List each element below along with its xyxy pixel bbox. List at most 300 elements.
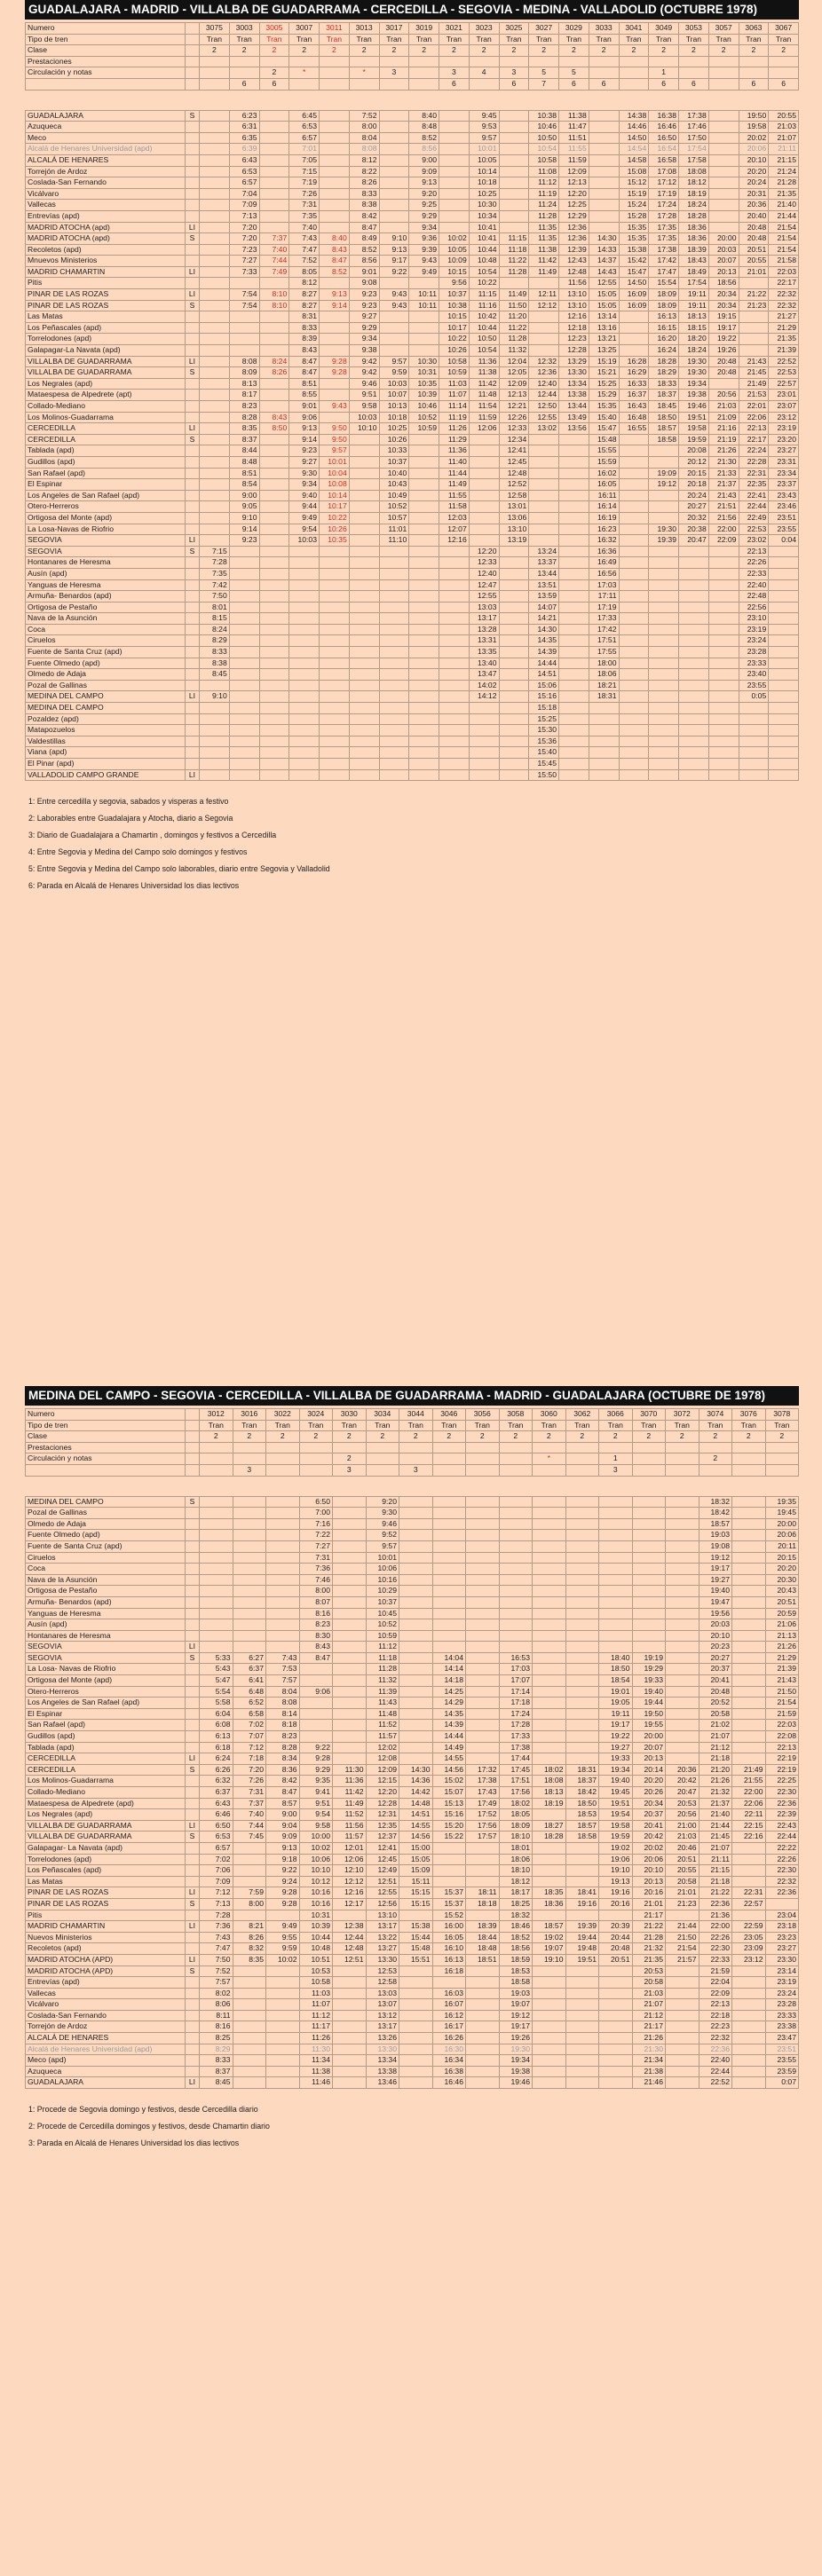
time-cell: 14:30 [529, 624, 559, 635]
time-cell [439, 680, 470, 691]
time-cell: 19:17 [499, 2021, 533, 2033]
time-cell [320, 736, 350, 747]
time-cell: 15:35 [589, 401, 619, 413]
time-cell: 19:07 [499, 1999, 533, 2011]
time-cell: 8:04 [349, 132, 379, 144]
time-cell: 21:18 [699, 1753, 732, 1765]
time-cell: 8:55 [289, 390, 320, 401]
time-cell [666, 1910, 699, 1921]
time-cell: 10:44 [469, 244, 499, 256]
time-cell: 22:53 [769, 367, 799, 379]
time-cell: 19:51 [565, 1954, 599, 1965]
time-cell: 8:43 [320, 244, 350, 256]
time-cell: 18:31 [565, 1764, 599, 1776]
time-cell [333, 1731, 367, 1743]
time-cell: 8:42 [349, 210, 379, 222]
time-cell: 8:14 [266, 1708, 300, 1720]
time-cell: 10:41 [469, 233, 499, 245]
arrival-departure-marker [186, 1596, 200, 1608]
time-cell: 10:16 [299, 1898, 333, 1910]
time-cell: 10:06 [299, 1854, 333, 1865]
train-number: 3017 [379, 23, 409, 35]
time-cell [559, 434, 589, 445]
station-name: Viana (apd) [26, 747, 186, 759]
time-cell: 13:30 [559, 367, 589, 379]
time-cell [333, 2044, 367, 2055]
time-cell: 8:01 [200, 602, 230, 613]
station-row [26, 378, 799, 390]
time-cell [266, 2021, 300, 2033]
note-ref [409, 78, 439, 90]
time-cell [320, 311, 350, 323]
note-ref [699, 1464, 732, 1476]
time-cell [259, 200, 289, 211]
time-cell [200, 122, 230, 133]
footnote: 4: Entre Segovia y Medina del Campo solo domingos y festivos [28, 847, 248, 857]
time-cell: 15:02 [432, 1776, 466, 1787]
time-cell [233, 1508, 266, 1519]
time-cell: 13:10 [499, 524, 529, 535]
time-cell: 12:12 [529, 300, 559, 311]
time-cell [289, 647, 320, 658]
time-cell: 12:28 [366, 1798, 399, 1809]
time-cell [559, 759, 589, 770]
time-cell: 9:28 [266, 1887, 300, 1899]
time-cell: 10:34 [469, 210, 499, 222]
time-cell [379, 166, 409, 177]
header-label: Circulación y notas [26, 67, 186, 79]
time-cell: 23:10 [739, 613, 769, 625]
time-cell: 15:47 [619, 266, 649, 278]
arrival-departure-marker [186, 1518, 200, 1530]
time-cell [266, 1642, 300, 1653]
time-cell [259, 132, 289, 144]
time-cell [289, 546, 320, 557]
train-class: 2 [739, 45, 769, 57]
time-cell: 21:02 [699, 1720, 732, 1731]
train-number: 3046 [432, 1409, 466, 1421]
time-cell [259, 769, 289, 781]
time-cell [565, 1608, 599, 1619]
time-cell: 10:01 [366, 1552, 399, 1564]
time-cell [499, 546, 529, 557]
time-cell [299, 1731, 333, 1743]
arrival-departure-marker [186, 591, 200, 603]
time-cell [349, 759, 379, 770]
station-row [26, 579, 799, 591]
time-cell [333, 1664, 367, 1675]
time-cell [289, 669, 320, 681]
time-cell: 20:55 [739, 256, 769, 267]
train-class: 2 [439, 45, 470, 57]
time-cell [200, 501, 230, 513]
time-cell [739, 278, 769, 289]
time-cell [200, 535, 230, 547]
time-cell [259, 635, 289, 647]
time-cell [739, 322, 769, 334]
time-cell: 10:37 [379, 456, 409, 468]
time-cell: 22:28 [739, 456, 769, 468]
time-cell: 21:03 [632, 1988, 666, 1999]
time-cell [599, 2055, 633, 2067]
time-cell [732, 1999, 766, 2011]
time-cell: 12:10 [333, 1865, 367, 1877]
time-cell [559, 669, 589, 681]
time-cell: 8:48 [409, 122, 439, 133]
time-cell: 9:43 [409, 256, 439, 267]
time-cell: 20:48 [699, 1686, 732, 1698]
station-name: Yanguas de Heresma [26, 1608, 186, 1619]
station-row [26, 1496, 799, 1508]
time-cell: 20:36 [739, 200, 769, 211]
time-cell [409, 456, 439, 468]
time-cell: 10:11 [409, 300, 439, 311]
train-services [233, 1442, 266, 1453]
time-cell: 15:19 [619, 188, 649, 200]
time-cell: 7:07 [233, 1731, 266, 1743]
time-cell [233, 2033, 266, 2044]
time-cell: 23:43 [769, 490, 799, 501]
time-cell: 23:09 [732, 1943, 766, 1955]
time-cell: 19:10 [533, 1954, 566, 1965]
time-cell [732, 2055, 766, 2067]
time-cell [289, 591, 320, 603]
time-cell [439, 713, 470, 725]
time-cell [259, 736, 289, 747]
time-cell [619, 568, 649, 579]
time-cell: 11:36 [439, 445, 470, 457]
time-cell: 18:25 [499, 1898, 533, 1910]
time-cell: 19:29 [632, 1664, 666, 1675]
time-cell: 9:22 [299, 1742, 333, 1753]
time-cell: 23:01 [769, 390, 799, 401]
time-cell [499, 613, 529, 625]
time-cell: 21:20 [699, 1764, 732, 1776]
time-cell [349, 591, 379, 603]
time-cell: 20:42 [666, 1776, 699, 1787]
time-cell [409, 759, 439, 770]
time-cell: 11:52 [366, 1720, 399, 1731]
time-cell: 18:40 [599, 1652, 633, 1664]
station-name: ALCALÁ DE HENARES [26, 154, 186, 166]
arrival-departure-marker [186, 1686, 200, 1698]
time-cell [320, 546, 350, 557]
time-cell [589, 188, 619, 200]
time-cell: 19:44 [565, 1932, 599, 1943]
station-row [26, 1708, 799, 1720]
time-cell [399, 1574, 433, 1586]
time-cell [499, 1586, 533, 1597]
time-cell: 10:29 [366, 1586, 399, 1597]
time-cell [200, 769, 230, 781]
time-cell [333, 1608, 367, 1619]
time-cell: 12:09 [366, 1764, 399, 1776]
time-cell: 16:14 [589, 501, 619, 513]
time-cell [708, 200, 739, 211]
time-cell [266, 1530, 300, 1541]
time-cell [333, 1596, 367, 1608]
time-cell [499, 110, 529, 122]
time-cell: 11:54 [469, 401, 499, 413]
time-cell: 6:41 [233, 1675, 266, 1687]
time-cell: 21:13 [765, 1630, 799, 1642]
time-cell [200, 1540, 233, 1552]
special-note-icon: * [349, 67, 379, 79]
time-cell: 13:46 [366, 2077, 399, 2089]
time-cell [708, 759, 739, 770]
time-cell [732, 1965, 766, 1977]
arrival-departure-marker: LI [186, 535, 200, 547]
time-cell: 18:18 [466, 1898, 500, 1910]
time-cell: 19:26 [499, 2033, 533, 2044]
time-cell [466, 1708, 500, 1720]
time-cell [409, 311, 439, 323]
time-cell: 21:15 [699, 1865, 732, 1877]
time-cell: 12:33 [499, 423, 529, 435]
time-cell: 8:33 [289, 322, 320, 334]
time-cell [599, 2066, 633, 2077]
arrival-departure-marker: LI [186, 266, 200, 278]
time-cell [233, 1630, 266, 1642]
time-cell [320, 154, 350, 166]
time-cell: 20:03 [708, 244, 739, 256]
station-row [26, 546, 799, 557]
time-cell [559, 602, 589, 613]
time-cell: 13:25 [589, 345, 619, 357]
marker-cell [186, 1409, 200, 1421]
time-cell: 15:06 [529, 680, 559, 691]
station-row [26, 1574, 799, 1586]
time-cell: 18:28 [679, 210, 709, 222]
time-cell: 15:37 [432, 1887, 466, 1899]
time-cell: 14:43 [589, 266, 619, 278]
time-cell [320, 579, 350, 591]
time-cell: 5:33 [200, 1652, 233, 1664]
time-cell: 8:28 [266, 1742, 300, 1753]
time-cell [439, 568, 470, 579]
time-cell [666, 1675, 699, 1687]
time-cell [529, 524, 559, 535]
time-cell: 14:30 [589, 233, 619, 245]
time-cell [399, 1530, 433, 1541]
time-cell: 23:12 [732, 1954, 766, 1965]
time-cell: 20:48 [739, 233, 769, 245]
time-cell [559, 501, 589, 513]
time-cell [769, 546, 799, 557]
timetable-grid [25, 1408, 799, 2089]
time-cell: 11:50 [499, 300, 529, 311]
time-cell: 11:48 [469, 390, 499, 401]
time-cell: 17:24 [499, 1708, 533, 1720]
time-cell: 7:20 [229, 222, 259, 233]
station-row [26, 2033, 799, 2044]
time-cell: 7:57 [266, 1675, 300, 1687]
time-cell: 19:33 [632, 1675, 666, 1687]
time-cell: 9:49 [266, 1921, 300, 1933]
station-row [26, 188, 799, 200]
time-cell [499, 144, 529, 155]
note-ref: 1 [649, 67, 679, 79]
time-cell: 14:14 [432, 1664, 466, 1675]
time-cell [349, 524, 379, 535]
time-cell [399, 1496, 433, 1508]
note-ref: 6 [649, 78, 679, 90]
time-cell [499, 557, 529, 569]
time-cell [589, 110, 619, 122]
time-cell [266, 1999, 300, 2011]
time-cell: 18:06 [499, 1854, 533, 1865]
time-cell [439, 546, 470, 557]
time-cell [466, 1574, 500, 1586]
time-cell: 15:22 [432, 1832, 466, 1843]
time-cell [565, 1720, 599, 1731]
row-clase [26, 45, 799, 57]
time-cell [732, 1652, 766, 1664]
station-name: Fuente Olmedo (apd) [26, 1530, 186, 1541]
time-cell: 9:43 [320, 401, 350, 413]
time-cell [466, 2066, 500, 2077]
time-cell: 11:34 [299, 2055, 333, 2067]
time-cell: 18:02 [533, 1764, 566, 1776]
train-services [289, 56, 320, 67]
note-ref: 6 [679, 78, 709, 90]
time-cell [259, 546, 289, 557]
station-row [26, 535, 799, 547]
station-name: Coslada-San Fernando [26, 177, 186, 189]
time-cell [200, 479, 230, 491]
time-cell: 13:59 [529, 591, 559, 603]
time-cell [259, 110, 289, 122]
time-cell [466, 1586, 500, 1597]
time-cell [466, 1731, 500, 1743]
time-cell: 7:50 [200, 1954, 233, 1965]
station-row [26, 1854, 799, 1865]
time-cell: 21:43 [708, 490, 739, 501]
note-ref [266, 1464, 300, 1476]
time-cell: 9:52 [366, 1530, 399, 1541]
time-cell: 17:07 [499, 1675, 533, 1687]
time-cell: 14:44 [529, 658, 559, 669]
train-type: Tran [229, 34, 259, 45]
time-cell [399, 1720, 433, 1731]
time-cell: 12:48 [499, 468, 529, 479]
time-cell: 7:35 [200, 568, 230, 579]
time-cell: 21:11 [699, 1854, 732, 1865]
arrival-departure-marker [186, 635, 200, 647]
time-cell: 20:15 [765, 1552, 799, 1564]
time-cell [732, 1530, 766, 1541]
time-cell [399, 1731, 433, 1743]
time-cell: 7:02 [200, 1854, 233, 1865]
station-name: VILLALBA DE GUADARRAMA [26, 356, 186, 367]
train-services [765, 1442, 799, 1453]
time-cell [349, 713, 379, 725]
time-cell: 9:34 [349, 334, 379, 345]
time-cell: 9:57 [366, 1540, 399, 1552]
time-cell: 10:39 [409, 390, 439, 401]
time-cell [732, 1910, 766, 1921]
time-cell: 17:38 [649, 244, 679, 256]
time-cell: 23:19 [765, 1977, 799, 1989]
time-cell: 8:23 [299, 1619, 333, 1631]
time-cell: 20:06 [765, 1530, 799, 1541]
time-cell: 7:27 [229, 256, 259, 267]
station-name: MADRID CHAMARTIN [26, 266, 186, 278]
time-cell [533, 2066, 566, 2077]
time-cell: 18:39 [466, 1921, 500, 1933]
time-cell [599, 1508, 633, 1519]
time-cell: 7:46 [299, 1574, 333, 1586]
arrival-departure-marker [186, 1988, 200, 1999]
station-row [26, 289, 799, 301]
time-cell: 22:06 [732, 1798, 766, 1809]
time-cell: 11:35 [529, 233, 559, 245]
time-cell [379, 769, 409, 781]
arrival-departure-marker: S [186, 1764, 200, 1776]
time-cell: 10:22 [320, 512, 350, 524]
time-cell [259, 479, 289, 491]
time-cell: 20:37 [632, 1809, 666, 1821]
note-ref: 7 [529, 78, 559, 90]
time-cell [632, 1564, 666, 1575]
train-services [333, 1442, 367, 1453]
time-cell: 20:10 [632, 1865, 666, 1877]
time-cell: 11:29 [439, 434, 470, 445]
time-cell [666, 1753, 699, 1765]
time-cell: 19:59 [679, 434, 709, 445]
time-cell: 8:29 [200, 2044, 233, 2055]
time-cell: 9:06 [299, 1686, 333, 1698]
time-cell: 21:01 [632, 1898, 666, 1910]
time-cell: 10:41 [469, 222, 499, 233]
time-cell [320, 322, 350, 334]
time-cell [333, 1496, 367, 1508]
time-cell [200, 1496, 233, 1508]
station-row [26, 1698, 799, 1709]
time-cell [399, 1552, 433, 1564]
time-cell [439, 602, 470, 613]
time-cell: 10:04 [320, 468, 350, 479]
timetable-title: MEDINA DEL CAMPO - SEGOVIA - CERCEDILLA - VILLALBA DE GUADARRAMA - MADRID - GUADALAJARA (OCTUBRE DE 1978) [25, 1386, 799, 1406]
time-cell: 11:16 [469, 300, 499, 311]
train-type: Tran [266, 1420, 300, 1431]
time-cell [666, 1574, 699, 1586]
time-cell [632, 1552, 666, 1564]
time-cell: 17:54 [679, 278, 709, 289]
arrival-departure-marker [186, 1798, 200, 1809]
time-cell [769, 747, 799, 759]
time-cell: 11:58 [439, 501, 470, 513]
time-cell: 20:23 [699, 1642, 732, 1653]
train-type: Tran [289, 34, 320, 45]
time-cell [379, 680, 409, 691]
time-cell: 9:13 [320, 289, 350, 301]
time-cell: 19:02 [599, 1842, 633, 1854]
time-cell [432, 1854, 466, 1865]
time-cell: 10:39 [299, 1921, 333, 1933]
time-cell [469, 445, 499, 457]
time-cell [233, 2010, 266, 2021]
station-row [26, 1608, 799, 1619]
station-row [26, 769, 799, 781]
time-cell [565, 1508, 599, 1519]
arrival-departure-marker [186, 1776, 200, 1787]
time-cell: 20:13 [632, 1753, 666, 1765]
time-cell: 18:01 [499, 1842, 533, 1854]
station-row [26, 1776, 799, 1787]
note-ref [765, 1464, 799, 1476]
time-cell: 17:51 [589, 635, 619, 647]
